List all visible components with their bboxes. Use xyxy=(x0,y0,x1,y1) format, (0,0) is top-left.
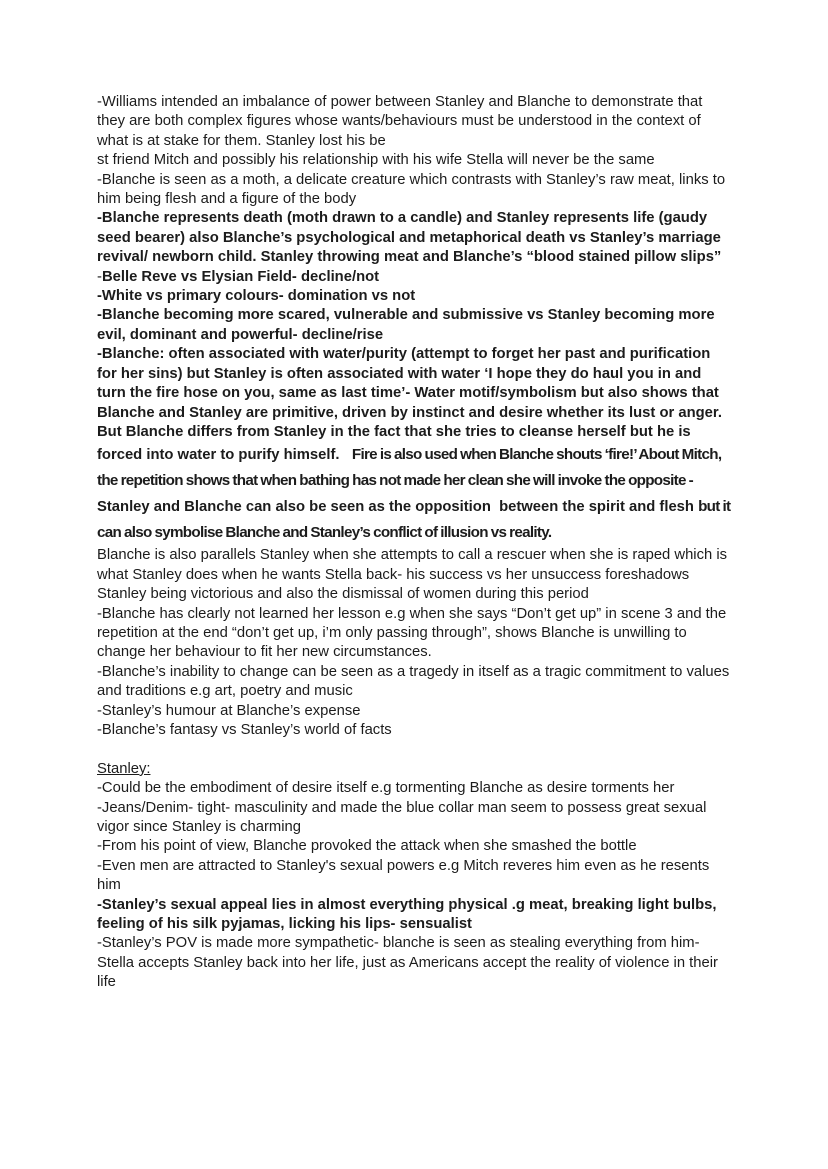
paragraph xyxy=(97,896,733,935)
document-body xyxy=(97,93,733,993)
paragraph xyxy=(97,268,733,287)
paragraph xyxy=(97,93,733,151)
paragraph xyxy=(97,605,733,663)
text-segment: -White vs primary colours- domination vs not xyxy=(97,288,416,305)
paragraph xyxy=(97,546,733,604)
paragraph xyxy=(97,209,733,267)
text-segment: -Jeans/Denim- tight- masculinity and made the blue collar man seem to possess great sexual vigor since Stanley is charming xyxy=(97,799,707,835)
text-segment: -Even men are attracted to Stanley's sexual powers e.g Mitch reveres him even as he resents him xyxy=(97,857,710,894)
paragraph xyxy=(97,345,733,546)
text-segment: -Blanche has clearly not learned her lesson e.g when she says “Don’t get up” in scene 3 and the repetition at the end “don’t get up, i’m only passing through”, shows Blanche is unwilling to change her behaviour to fit her new circumstances. xyxy=(97,605,727,661)
paragraph xyxy=(97,857,733,896)
text-segment: -Blanche represents death (moth drawn to a candle) and Stanley represents life (gaudy seed bearer) also Blanche’s psychological and metaphorical death vs Stanley’s marriage revival/ newborn child. Stanley throwing meat and Blanche’s “blood stained pillow slips” xyxy=(97,210,722,266)
text-segment: -Stanley’s POV is made more sympathetic- blanche is seen as stealing everything from him- Stella accepts Stanley back into her life, just as Americans accept the reality of violence in their life xyxy=(97,935,718,991)
text-segment: Belle Reve vs Elysian Field- decline/not xyxy=(101,268,380,285)
paragraph xyxy=(97,799,733,838)
text-segment: Fire is also used when Blanche shouts ‘fire!’ About Mitch, the repetition shows that when bathing has not made her clean she will invoke the opposite - xyxy=(97,446,722,490)
paragraph xyxy=(97,306,733,345)
paragraph xyxy=(97,287,733,306)
paragraph xyxy=(97,837,733,856)
text-segment: -From his point of view, Blanche provoked the attack when she smashed the bottle xyxy=(97,838,637,855)
text-segment: -Stanley’s humour at Blanche’s expense xyxy=(97,702,361,719)
paragraph xyxy=(97,663,733,702)
text-segment: -Blanche becoming more scared, vulnerable and submissive vs Stanley becoming more evil, dominant and powerful- decline/rise xyxy=(97,307,715,343)
text-segment: -Williams intended an imbalance of power between Stanley and Blanche to demonstrate that they are both complex figures whose wants/behaviours must be understood in the context of what is at stake for them. Stanley lost his be xyxy=(97,94,703,149)
paragraph xyxy=(97,721,733,740)
blank-line xyxy=(97,740,733,759)
paragraph xyxy=(97,760,733,779)
paragraph xyxy=(97,171,733,210)
paragraph xyxy=(97,151,733,170)
text-segment: Blanche is also parallels Stanley when she attempts to call a rescuer when she is raped which is what Stanley does when he wants Stella back- his success vs her unsuccess foreshadows Stanley being victorious and also the dismissal of women during this period xyxy=(97,547,728,603)
text-segment: -Stanley’s sexual appeal lies in almost everything physical .g meat, breaking light bulbs, feeling of his silk pyjamas, licking his lips- sensualist xyxy=(97,896,717,933)
paragraph xyxy=(97,934,733,992)
text-segment: - xyxy=(97,268,102,285)
paragraph xyxy=(97,702,733,721)
text-segment: -Blanche: often associated with water/purity (attempt to forget her past and purification for her sins) but Stanley is often associated with water ‘I hope they do haul you in and turn the fire hose on you, same as last time’- Water motif/symbolism but also shows that Blanche and Stanley are primitive, driven by instinct and desire whether its lust or anger. But Blanche differs from Stanley in the fact that she tries to cleanse herself but he is forced into water to purify himself. xyxy=(97,346,722,464)
text-segment: Stanley and Blanche can also be seen as the opposition between the spirit and flesh xyxy=(97,499,699,516)
text-segment: -Blanche’s fantasy vs Stanley’s world of facts xyxy=(97,721,392,738)
text-segment: but it can also symbolise Blanche and Stanley’s conflict of illusion vs reality. xyxy=(97,498,731,542)
text-segment: -Could be the embodiment of desire itself e.g tormenting Blanche as desire torments her xyxy=(97,780,675,797)
paragraph xyxy=(97,779,733,798)
text-segment: Stanley: xyxy=(97,760,151,777)
text-segment: -Blanche is seen as a moth, a delicate creature which contrasts with Stanley’s raw meat, links to him being flesh and a figure of the body xyxy=(97,171,726,208)
text-segment: st friend Mitch and possibly his relationship with his wife Stella will never be the same xyxy=(97,152,655,169)
text-segment: -Blanche’s inability to change can be seen as a tragedy in itself as a tragic commitment to values and traditions e.g art, poetry and music xyxy=(97,663,730,700)
